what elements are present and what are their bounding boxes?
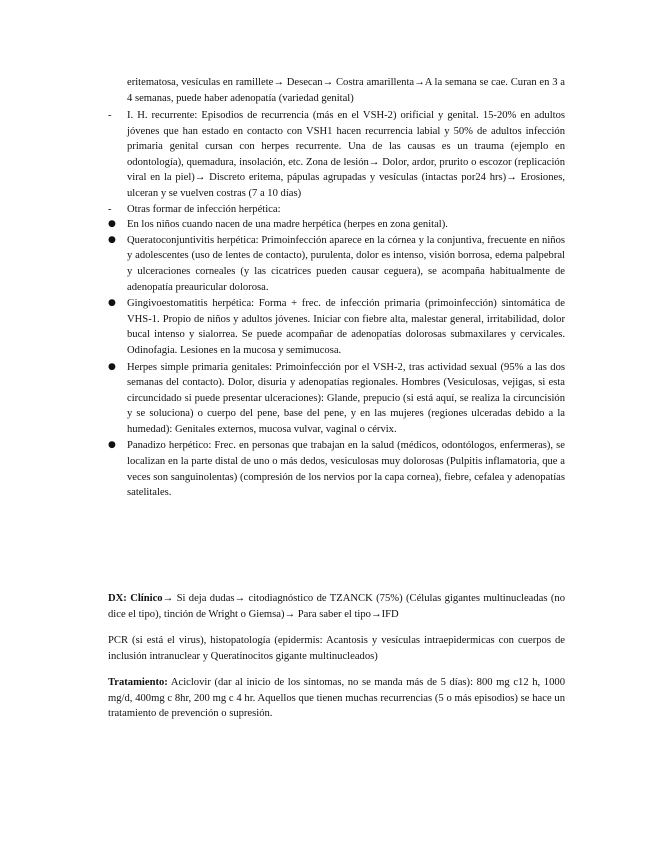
treatment-text: Aciclovir (dar al inicio de los síntomas, no se manda más de 5 días): 800 mg c12 h, 1000 mg/d, 400mg c 8hr, 200 mg c 4 hr. Aquellos que tienen muchas recurrencias (5 o más episodios) se hace un tratamiento de prevención o supresión.	[108, 677, 565, 720]
treatment-label: Tratamiento:	[108, 677, 168, 688]
bullet-marker: ●	[108, 234, 116, 245]
list-item-other-forms	[108, 202, 565, 218]
diagnosis-label: DX: Clínico	[108, 593, 163, 604]
dash-marker: -	[108, 203, 112, 215]
continuation-paragraph: eritematosa, vesículas en ramillete→ Desecan→ Costra amarillenta→A la semana se cae. Curan en 3 a 4 semanas, puede haber adenopatía (variedad genital)	[127, 77, 565, 104]
list-item-gingivostomatitis	[108, 296, 565, 358]
list-item-text: Herpes simple primaria genitales: Primoinfección por el VSH-2, tras actividad sexual (95% a las dos semanas del contacto). Dolor, disuria y adenopatías regionales. Hombres (Vesiculosas, vejigas, si esta circuncidado si puede presentar ulceraciones): Glande, prepucio (si está aquí, se realiza la circuncisión y se soluciona) o cuerpo del pene, base del pene, y en las mujeres (regiones ulceradas debido a la humedad): Genitales externos, mucosa vulvar, vaginal o cérvix.	[127, 361, 565, 435]
list-item-text: En los niños cuando nacen de una madre herpética (herpes en zona genital).	[127, 219, 448, 231]
list-item-whitlow	[108, 438, 565, 500]
list-item-genital-herpes	[108, 360, 565, 438]
list-item-text: I. H. recurrente: Episodios de recurrencia (más en el VSH-2) orificial y genital. 15-20% en adultos jóvenes que han estado en contacto con VSH1 hacen recurrencia labial y 50% de adultos infección primaria genital cursan con herpes recurrente. Una de las causas es un trauma (ejemplo en odontología), quemadura, insolación, etc. Zona de lesión→ Dolor, ardor, prurito o escozor (replicación viral en la piel)→ Discreto eritema, pápulas agrupadas y vesículas (intactas por24 hrs)→ Erosiones, ulceran y se vuelven costras (7 a 10 días)	[127, 110, 565, 199]
bullet-marker: ●	[108, 440, 116, 451]
item-list	[108, 108, 565, 501]
list-item-recurrent	[108, 108, 565, 202]
treatment-paragraph	[108, 675, 565, 722]
list-item-text: Panadizo herpético: Frec. en personas que trabajan en la salud (médicos, odontólogos, enfermeras), se localizan en la parte distal de uno o más dedos, vesiculosas muy dolorosas (Pulpitis inflamatoria, que a veces son sanguinolentas) (compresión de los nervios por la capa cornea), fiebre, cefalea y adenopatías satelitales.	[127, 440, 565, 499]
list-item-keratoconjunctivitis	[108, 233, 565, 295]
bullet-marker: ●	[108, 298, 116, 309]
list-item-text: Gingivoestomatitis herpética: Forma + frec. de infección primaria (primoinfección) sintomática de VHS-1. Propio de niños y adultos jóvenes. Iniciar con fiebre alta, malestar general, irritabilidad, dolor bucal intenso y sialorrea. Se puede acompañar de adenopatías dolorosas submaxilares y cervicales. Odinofagia. Lesiones en la mucosa y semimucosa.	[127, 298, 565, 356]
bullet-marker: ●	[108, 219, 116, 230]
pcr-paragraph: PCR (si está el virus), histopatología (epidermis: Acantosis y vesículas intraepidermicas con cuerpos de inclusión intranuclear y Queratinocitos gigante multinucleados)	[108, 635, 565, 662]
diagnosis-paragraph	[108, 591, 565, 622]
bullet-marker: ●	[108, 361, 116, 372]
diagnosis-text: → Si deja dudas→ citodiagnóstico de TZANCK (75%) (Células gigantes multinucleadas (no dice el tipo), tinción de Wright o Giemsa)→ Para saber el tipo→IFD	[108, 593, 566, 620]
list-item-text: Queratoconjuntivitis herpética: Primoinfección aparece en la córnea y la conjuntiva, frecuente en niños y adolescentes (uso de lentes de contacto), purulenta, dolor es intenso, visión borrosa, edema palpebral y ulceraciones corneales (y las cicatrices pueden causar ceguera), se acompaña habitualmente de adenopatía preauricular dolorosa.	[127, 234, 565, 293]
dash-marker: -	[108, 110, 112, 121]
list-item-text: Otras formar de infección herpética:	[127, 203, 281, 215]
list-item-neonatal	[108, 217, 565, 233]
